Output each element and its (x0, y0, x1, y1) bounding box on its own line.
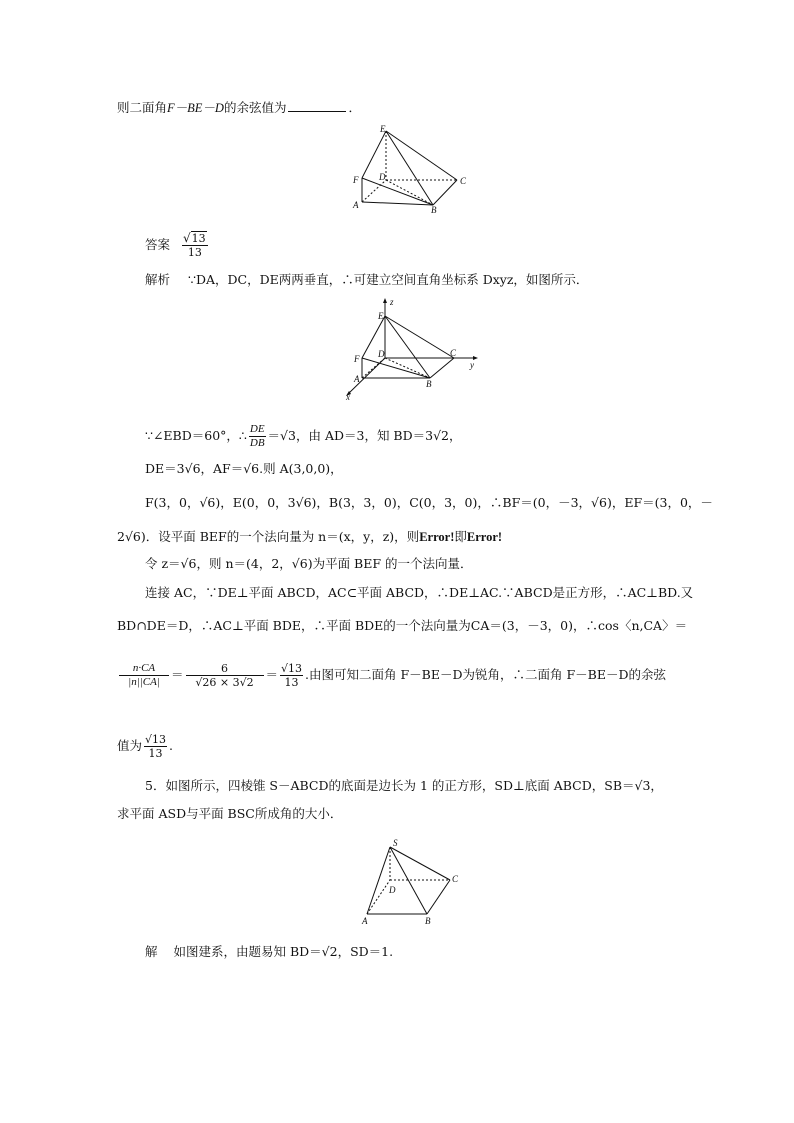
line-6: 连接 AC，∵DE⊥平面 ABCD，AC⊂平面 ABCD，∴DE⊥AC.∵ABCD是正方形，∴AC⊥BD.又 (145, 585, 694, 600)
answer-fraction: $\frac{√13}{13}$ (183, 231, 206, 259)
ratio-num: DE (249, 423, 265, 435)
analysis-text: ∵DA，DC，DE两两垂直，∴可建立空间直角坐标系 Dxyz，如图所示． (188, 272, 589, 287)
line-4-text: 2√6)．设平面 BEF的一个法向量为 n＝(x，y，z)，则 (117, 529, 420, 544)
answer-blank (288, 99, 346, 112)
line-3: F(3，0，√6)，E(0，0，3√6)，B(3，3，0)，C(0，3，0)，∴BF＝(0，－3，√6)，EF＝(3，0，－ (145, 495, 713, 510)
label-S: S (393, 838, 398, 848)
ratio-den: DB (249, 437, 265, 449)
line-8: $\frac{n\cdot CA}{|n||CA|}$ ＝ $\frac{6}{√26 \times 3√2}$ ＝ $\frac{√13}{13}$ .由图可知二面角 F－BE－D为锐角，∴二面角 F－BE－D的余弦 (117, 662, 666, 689)
answer-num: 13 (191, 232, 206, 245)
line-7: BD∩DE＝D，∴AC⊥平面 BDE，∴平面 BDE的一个法向量为CA＝(3，－3，0)，∴cos〈n,CA〉＝ (117, 618, 688, 633)
label-C: C (460, 176, 467, 186)
label-y: y (470, 360, 474, 370)
line-9: 值为 $\frac{√13}{13}$ . (117, 733, 174, 760)
figure-pyramid (355, 838, 470, 930)
error-1: Error! (419, 530, 455, 544)
label-E: E (380, 124, 386, 134)
q5-line-2: 求平面 ASD与平面 BSC所成角的大小． (117, 806, 343, 821)
line-9-text: 值为 (117, 738, 143, 753)
label-D: D (379, 172, 386, 182)
q-expr: F－BE－D (167, 101, 224, 115)
cos-num: n·CA (119, 662, 169, 676)
label-z: z (390, 297, 394, 307)
figure-coordinate-system (340, 296, 485, 402)
final-fraction (144, 733, 167, 760)
value-den: √26 × 3√2 (195, 676, 254, 689)
value-fraction (186, 662, 264, 689)
label-A: A (353, 200, 359, 210)
label-F2: F (354, 354, 360, 364)
q-end: ． (348, 100, 361, 115)
solution-text: 如图建系，由题易知 BD＝√2，SD＝1. (173, 944, 394, 959)
question-line (117, 99, 361, 117)
answer-label: 答案 (145, 237, 171, 252)
label-D2: D (378, 349, 385, 359)
answer-den: 13 (187, 246, 202, 259)
line-8-tail: .由图可知二面角 F－BE－D为锐角，∴二面角 F－BE－D的余弦 (305, 667, 666, 682)
answer-line (145, 232, 210, 259)
final-num: √13 (145, 733, 167, 746)
final-den: 13 (148, 747, 163, 760)
label-C2: C (450, 348, 457, 358)
q-text-pre: 则二面角 (117, 100, 168, 115)
label-A2: A (354, 374, 360, 384)
ratio-fraction (249, 423, 266, 450)
value-num: 6 (186, 662, 264, 676)
line-4-mid: 即 (454, 529, 467, 544)
label-D3: D (389, 885, 396, 895)
line-1 (145, 423, 462, 450)
error-2: Error! (466, 530, 503, 544)
label-x: x (346, 392, 350, 402)
line-1a: ∵∠EBD＝60°，∴ (145, 428, 247, 443)
label-B3: B (425, 916, 431, 926)
result-fraction (280, 662, 303, 689)
cos-den: |n||CA| (128, 676, 160, 688)
label-B: B (431, 205, 437, 214)
result-num: √13 (281, 662, 303, 675)
label-B2: B (426, 379, 432, 389)
label-C3: C (452, 874, 459, 884)
line-1b: ＝√3，由 AD＝3，知 BD＝3√2， (267, 428, 462, 443)
q5-line-1: 5．如图所示，四棱锥 S－ABCD的底面是边长为 1 的正方形，SD⊥底面 ABCD，SB＝√3， (145, 778, 663, 793)
label-F: F (353, 175, 359, 185)
analysis-label: 解析 (145, 272, 171, 287)
label-E2: E (378, 311, 384, 321)
label-A3: A (362, 916, 368, 926)
line-5: 令 z＝√6，则 n＝(4，2，√6)为平面 BEF 的一个法向量． (145, 556, 473, 571)
solution-label: 解 (145, 944, 158, 959)
line-2: DE＝3√6，AF＝√6.则 A(3,0,0)， (145, 461, 343, 476)
figure-prism-1 (345, 122, 475, 214)
result-den: 13 (284, 676, 299, 689)
analysis-line (145, 271, 588, 289)
cos-fraction (119, 662, 169, 689)
solution-line (145, 943, 393, 961)
q-text-post: 的余弦值为 (223, 100, 287, 115)
line-4 (117, 528, 502, 546)
